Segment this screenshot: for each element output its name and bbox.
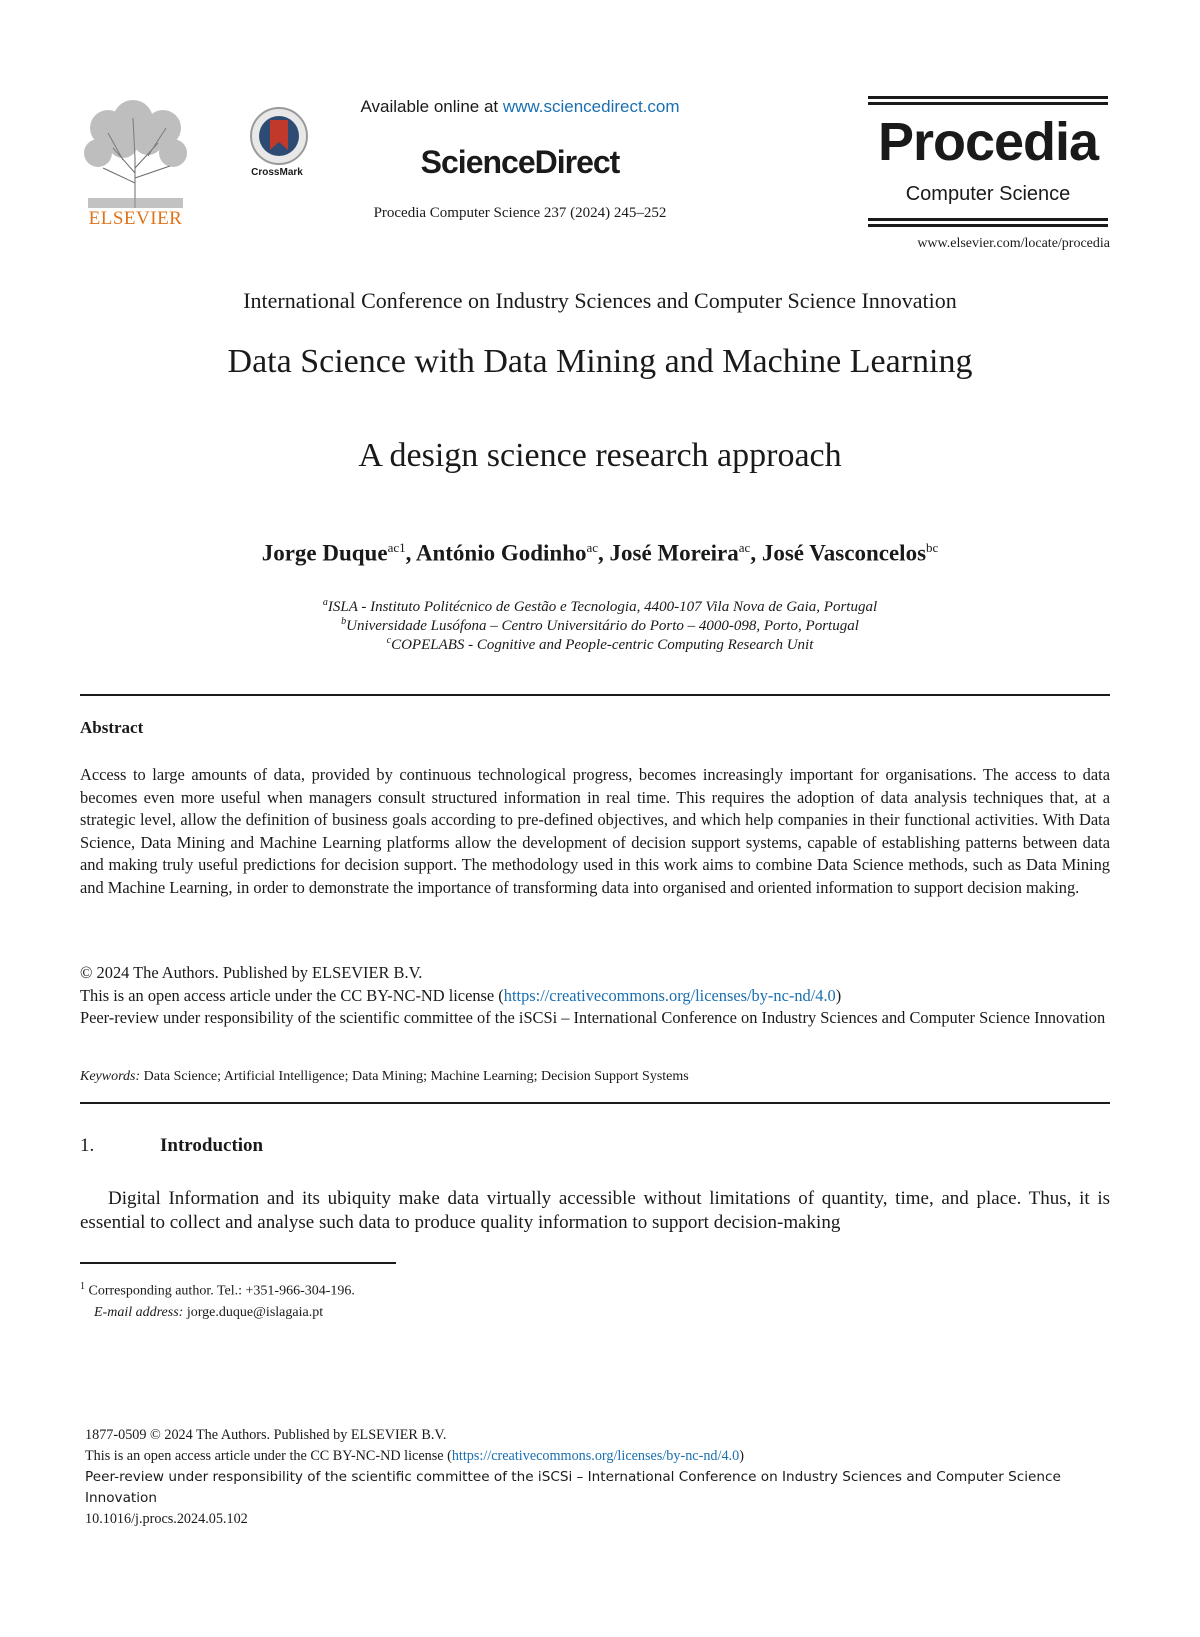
article-subtitle: A design science research approach — [358, 437, 842, 474]
author-affil-marker: ac1 — [387, 540, 406, 555]
journal-title: Procedia — [877, 112, 1099, 172]
page-footer — [85, 1425, 1115, 1530]
affiliation — [0, 597, 1200, 616]
affiliation — [0, 616, 1200, 635]
author-affil-marker: bc — [926, 540, 939, 555]
footnote — [80, 1276, 780, 1323]
conference-name: International Conference on Industry Sciences and Computer Science Innovation — [243, 288, 957, 313]
available-online-line — [320, 97, 720, 117]
divider — [80, 1102, 1110, 1104]
author-name: António Godinho — [415, 540, 587, 566]
affiliation-marker: b — [341, 616, 347, 627]
license-prefix: This is an open access article under the CC BY-NC-ND license ( — [80, 985, 504, 1005]
footer-license-line — [85, 1446, 1115, 1467]
copyright-block — [80, 962, 1110, 1030]
sciencedirect-link[interactable]: www.sciencedirect.com — [502, 97, 680, 116]
affiliation-text: Universidade Lusófona – Centro Universitário do Porto – 4000-098, Porto, Portugal — [346, 618, 859, 634]
author-name: José Moreira — [609, 540, 739, 566]
license-suffix: ) — [835, 985, 842, 1005]
elsevier-wordmark: ELSEVIER — [88, 208, 183, 229]
peer-review-line: Peer-review under responsibility of the scientific committee of the iSCSi – International Conference on Industry Sciences and Computer Science Innovation — [80, 1008, 1106, 1028]
section-body: Digital Information and its ubiquity make data virtually accessible without limitations of quantity, time, and place. Thus, it is essential to collect and analyse such data to produce quality information to support decision-making — [80, 1188, 1110, 1233]
affiliation — [0, 635, 1200, 654]
footer-license-link[interactable]: https://creativecommons.org/licenses/by-nc-nd/4.0 — [451, 1448, 740, 1464]
affiliation-marker: c — [386, 635, 392, 646]
author-list: Jorge Duque$^{ac1}$, António Godinho$^{ac}$, José Moreira$^{ac}$, José Vasconcelos$^{bc}$ — [261, 540, 939, 566]
section-number: 1. — [80, 1135, 95, 1156]
issn-line: 1877-0509 © 2024 The Authors. Published by ELSEVIER B.V. — [85, 1427, 447, 1443]
journal-reference: Procedia Computer Science 237 (2024) 245–252 — [373, 205, 667, 221]
author-affil-marker: ac — [738, 540, 751, 555]
email-label: E-mail address: — [94, 1304, 184, 1320]
keywords-line — [80, 1069, 1110, 1085]
affiliation-marker: a — [322, 597, 328, 608]
sciencedirect-logo: ScienceDirect — [420, 144, 620, 180]
abstract-heading: Abstract — [80, 718, 144, 737]
available-prefix: Available online at — [360, 97, 503, 116]
keywords-list: Data Science; Artificial Intelligence; Data Mining; Machine Learning; Decision Support Systems — [143, 1069, 689, 1084]
divider — [80, 694, 1110, 696]
author-name: José Vasconcelos — [761, 540, 927, 566]
article-title: Data Science with Data Mining and Machine Learning — [227, 343, 973, 380]
author-name: Jorge Duque — [261, 540, 388, 566]
footer-license-suffix: ) — [739, 1448, 744, 1464]
author-affil-marker: ac — [586, 540, 599, 555]
license-line — [80, 985, 1110, 1008]
footnote-rule — [80, 1262, 396, 1264]
doi[interactable]: 10.1016/j.procs.2024.05.102 — [85, 1511, 248, 1527]
footnote-marker: 1 — [80, 1281, 85, 1292]
affiliation-text: ISLA - Instituto Politécnico de Gestão e Tecnologia, 4400-107 Vila Nova de Gaia, Portugal — [327, 599, 878, 615]
affiliation-text: COPELABS - Cognitive and People-centric Computing Research Unit — [391, 637, 814, 653]
journal-subtitle: Computer Science — [905, 183, 1071, 205]
section-title: Introduction — [160, 1135, 264, 1156]
journal-url[interactable]: www.elsevier.com/locate/procedia — [917, 236, 1110, 251]
email-address[interactable]: jorge.duque@islagaia.pt — [186, 1304, 324, 1320]
footnote-text: Corresponding author. Tel.: +351-966-304-196. — [88, 1283, 355, 1299]
keywords-label: Keywords: — [80, 1069, 141, 1084]
license-link[interactable]: https://creativecommons.org/licenses/by-nc-nd/4.0 — [503, 985, 836, 1005]
footer-peer-review: Peer-review under responsibility of the scientific committee of the iSCSi – International Conference on Industry Sciences and Computer Science Innovation — [85, 1469, 1061, 1506]
abstract-body: Access to large amounts of data, provided by continuous technological progress, becomes increasingly important for organisations. The access to data becomes even more useful when managers consult structured information in real time. This requires the adoption of data analysis techniques that, at a strategic level, allow the definition of business goals according to pre-defined objectives, and which help companies in their functional activities. With Data Science, Data Mining and Machine Learning platforms allow the development of decision support systems, capable of establishing patterns between data and making truly useful predictions for decision support. The methodology used in this work aims to combine Data Science methods, such as Data Mining and Machine Learning, in order to demonstrate the importance of transforming data into organised and oriented information to support decision making. — [80, 765, 1110, 897]
copyright-line: © 2024 The Authors. Published by ELSEVIER B.V. — [80, 963, 423, 982]
footer-license-prefix: This is an open access article under the CC BY-NC-ND license ( — [85, 1448, 452, 1464]
crossmark-label: CrossMark — [251, 167, 303, 178]
